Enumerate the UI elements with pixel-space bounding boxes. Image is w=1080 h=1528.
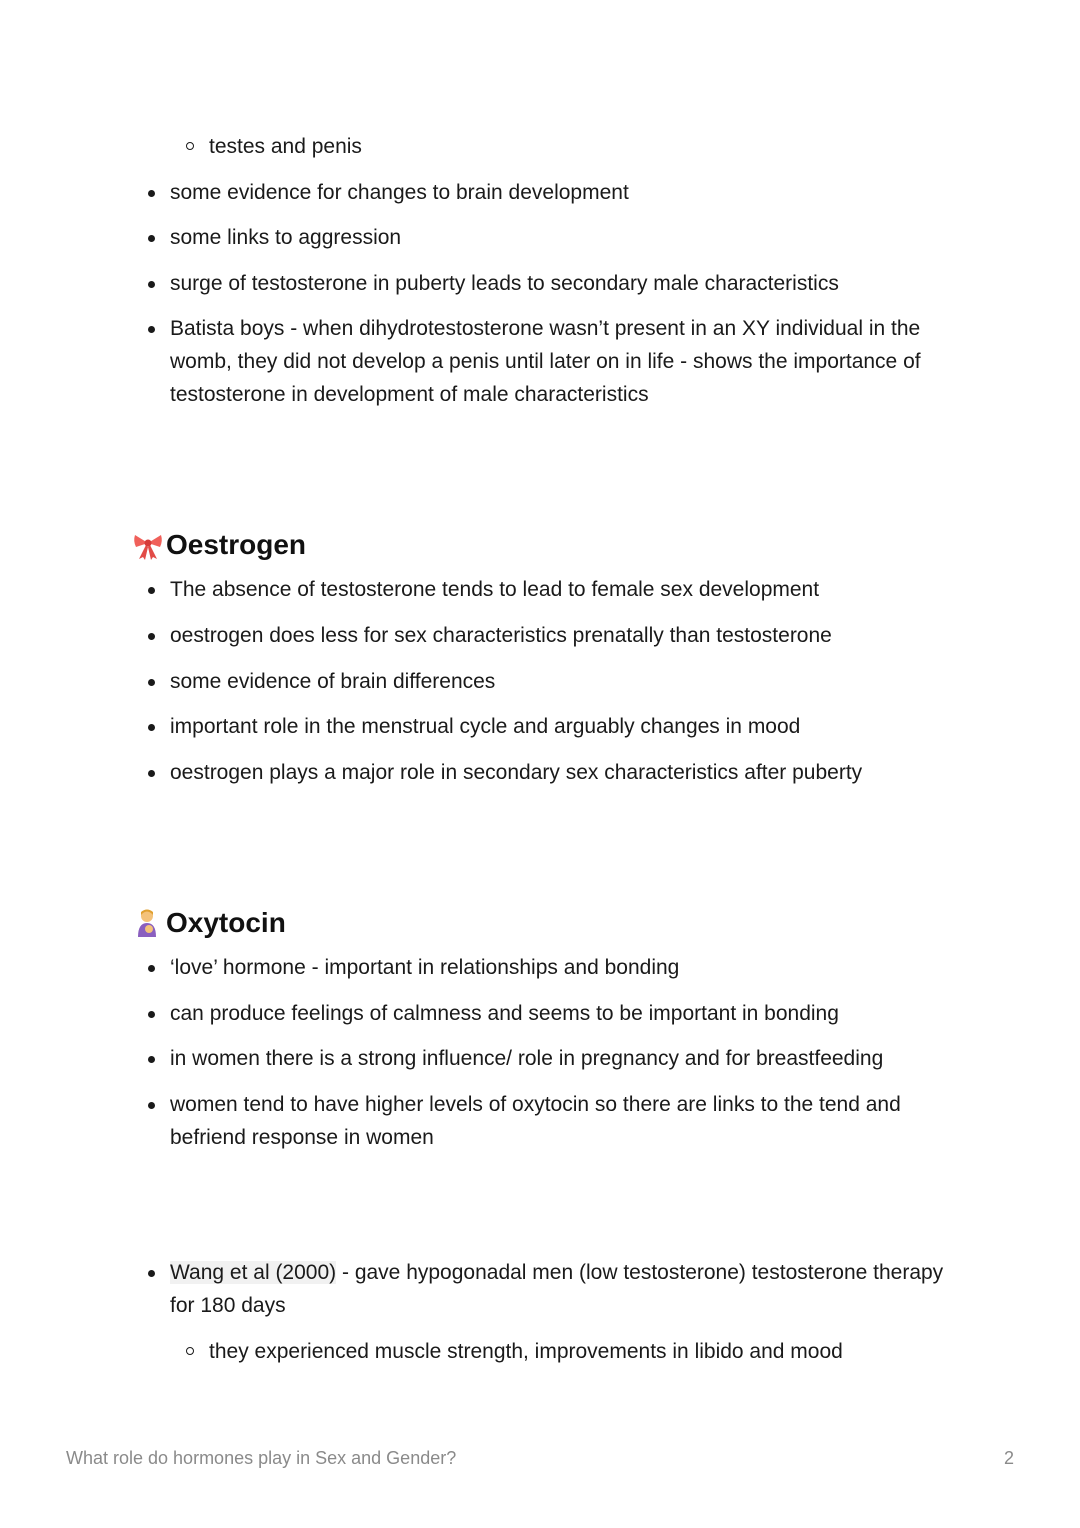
heading-text: Oxytocin	[166, 907, 286, 938]
list-item: some evidence for changes to brain development	[170, 176, 960, 209]
list-item: in women there is a strong influence/ role in pregnancy and for breastfeeding	[170, 1042, 960, 1075]
section-heading-oxytocin	[132, 905, 286, 941]
list-subitem: testes and penis	[209, 130, 959, 163]
list-item: can produce feelings of calmness and seems to be important in bonding	[170, 997, 960, 1030]
list-subitem: they experienced muscle strength, improvements in libido and mood	[209, 1335, 959, 1368]
heading-text: Oestrogen	[166, 529, 307, 560]
list-item: Batista boys - when dihydrotestosterone wasn’t present in an XY individual in the womb, they did not develop a penis until later on in life - shows the importance of testosterone in development of male characteristics	[170, 312, 960, 411]
list-item: ‘love’ hormone - important in relationships and bonding	[170, 951, 960, 984]
list-item-study	[170, 1256, 960, 1322]
list-item: women tend to have higher levels of oxytocin so there are links to the tend and befriend response in women	[170, 1088, 960, 1154]
section-heading-oestrogen	[132, 527, 306, 563]
citation: Wang et al (2000)	[170, 1261, 337, 1284]
page-number: 2	[1003, 1448, 1014, 1468]
study-text: - gave hypogonadal men (low testosterone) testosterone therapy for 180 days	[170, 1261, 944, 1317]
list-item: oestrogen plays a major role in secondary sex characteristics after puberty	[170, 756, 960, 789]
list-item: some evidence of brain differences	[170, 665, 960, 698]
list-item: oestrogen does less for sex characteristics prenatally than testosterone	[170, 619, 960, 652]
list-item: surge of testosterone in puberty leads to secondary male characteristics	[170, 267, 960, 300]
list-item: The absence of testosterone tends to lead to female sex development	[170, 573, 960, 606]
ribbon-icon	[132, 529, 164, 561]
list-item: important role in the menstrual cycle and arguably changes in mood	[170, 710, 960, 743]
footer-title: What role do hormones play in Sex and Gender?	[66, 1448, 457, 1468]
list-item: some links to aggression	[170, 221, 960, 254]
breastfeeding-icon	[132, 907, 164, 939]
